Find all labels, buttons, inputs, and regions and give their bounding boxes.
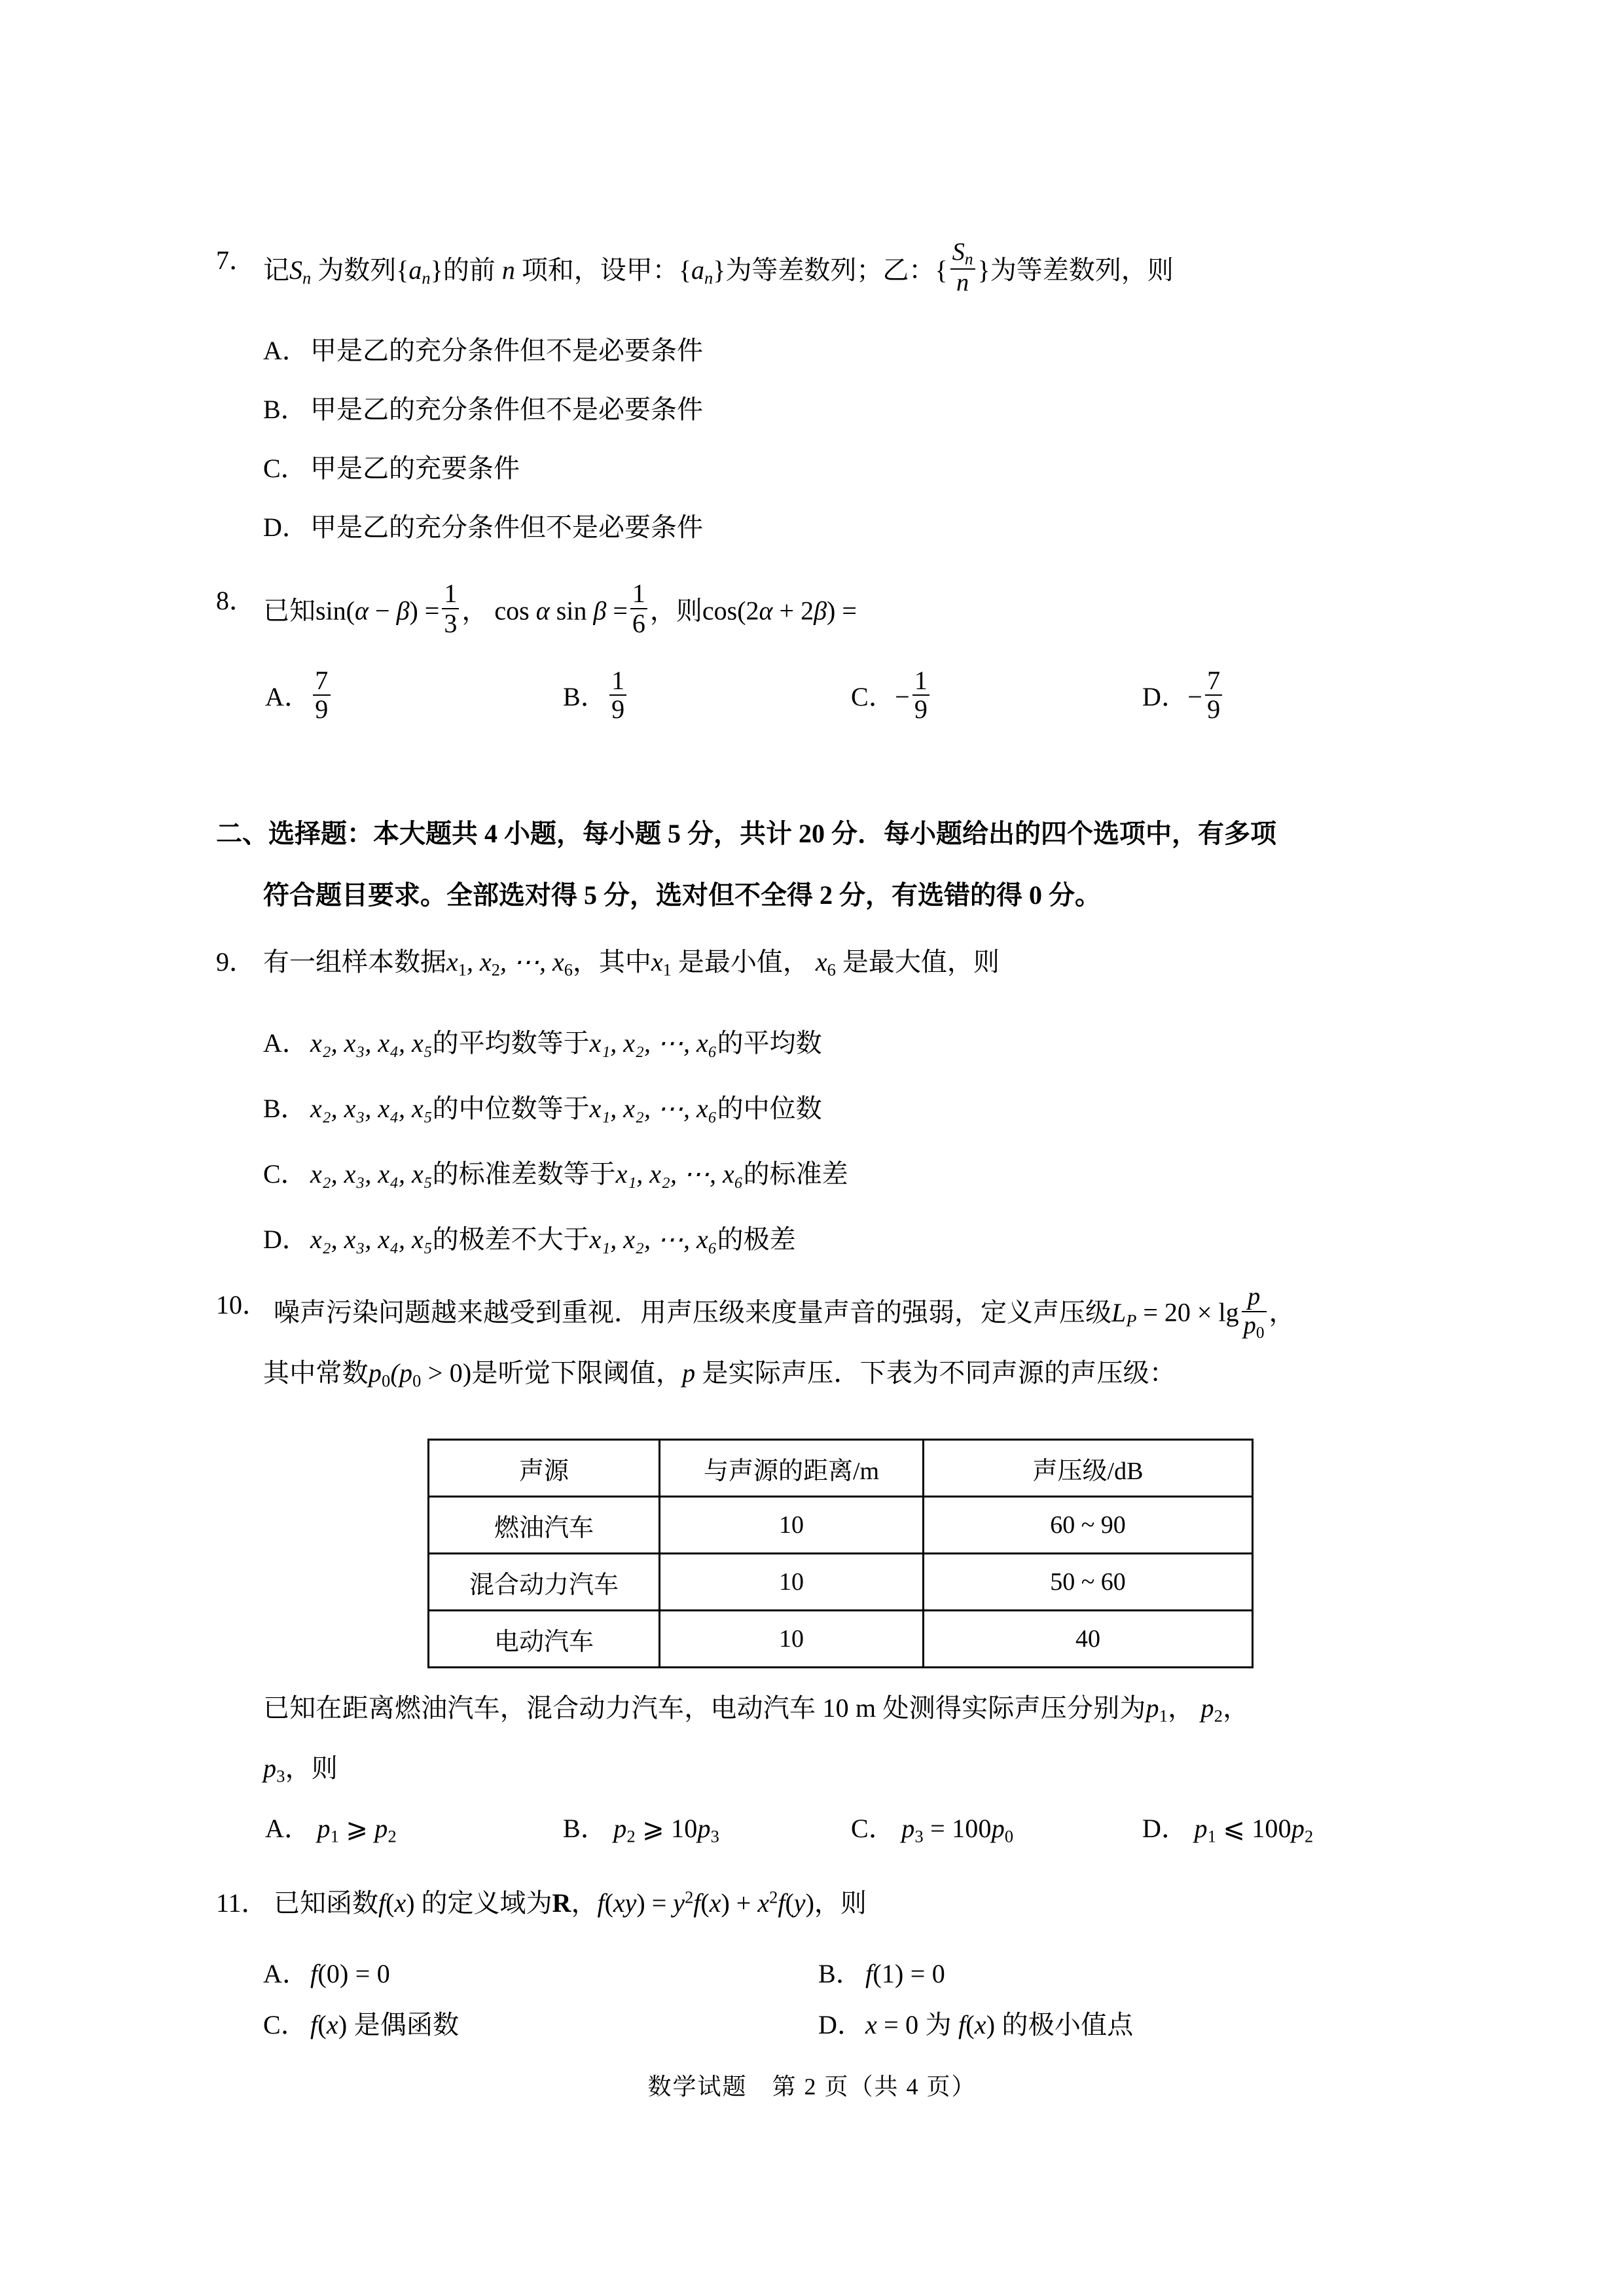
question-8-option-a-frac: $\frac{7}{9}$	[313, 668, 330, 723]
q10-p1: $p_1$	[1146, 1693, 1168, 1726]
question-7-option-a-text: 甲是乙的充分条件但不是必要条件	[310, 336, 703, 365]
table-cell-level-3: 40	[924, 1611, 1253, 1668]
q10-p: p	[682, 1358, 696, 1388]
q7-sn-over-n: $\frac{S_n}{n}$	[950, 240, 975, 296]
question-10-option-a-label: A．	[265, 1814, 311, 1843]
question-10	[216, 1284, 1440, 1341]
question-7-option-b[interactable]	[263, 389, 1428, 426]
question-8-option-b[interactable]	[563, 668, 629, 723]
question-10-option-b-label: B．	[563, 1814, 607, 1843]
q9d-full: x₁, x₂, ⋯, x₆	[589, 1225, 717, 1254]
question-9-option-a-label: A．	[263, 1028, 308, 1058]
q10-text-1: 噪声污染问题越来越受到重视．用声压级来度量声音的强弱，定义声压级	[274, 1297, 1111, 1327]
q11d-math: x = 0	[865, 2010, 919, 2039]
question-7-number: 7．	[216, 245, 255, 275]
question-9-option-a[interactable]	[263, 1022, 1428, 1060]
section-2-header-line-1: 二、选择题：本大题共 4 小题，每小题 5 分，共计 20 分．每小题给出的四个选项中，有多项	[216, 819, 1276, 848]
question-9-option-d-label: D．	[263, 1225, 308, 1254]
q11-a: 已知函数	[274, 1888, 378, 1918]
question-7-stem	[216, 240, 1427, 296]
q9-lead: 有一组样本数据	[263, 947, 446, 977]
q11-equation: $f(xy) = y^2f(x) + x^2f(y)$	[597, 1887, 814, 1918]
question-7-option-b-text: 甲是乙的充分条件但不是必要条件	[310, 395, 703, 424]
q7-text-3: 的前	[442, 255, 496, 285]
q10d-rhs: $p_2$	[1291, 1814, 1314, 1846]
question-8-number: 8．	[216, 586, 255, 615]
q11-fx: f	[378, 1888, 386, 1918]
q10-p0-expr: $p_0(p_0 > 0)$	[368, 1358, 472, 1391]
question-8-stem-text: 已知sin(α − β) = $\frac{1}{3}$ ， cos α sin β = $\frac{1}{6}$ ，则cos(2α + 2β) =	[263, 579, 857, 638]
q10c-lhs: $p_3$	[901, 1814, 924, 1846]
q11-then: ，则	[814, 1888, 867, 1918]
q11d-fx: f(x)	[958, 2010, 996, 2039]
table-row	[429, 1554, 1253, 1611]
q10-lp: $L_P$	[1111, 1297, 1137, 1330]
q9a-rel: 的平均数等于	[432, 1028, 590, 1058]
table-cell-source-3: 电动汽车	[429, 1611, 660, 1668]
question-8-option-a-label: A．	[265, 681, 311, 711]
question-7-option-d[interactable]	[263, 507, 1428, 544]
q9c-full: x₁, x₂, ⋯, x₆	[615, 1159, 744, 1189]
question-10-after-table-line-1	[263, 1695, 1435, 1725]
q11c-math: f(x)	[310, 2010, 348, 2039]
q10c-rhs: $p_0$	[991, 1814, 1014, 1846]
q10-after-1: 已知在距离燃油汽车，混合动力汽车，电动汽车 10 m 处测得实际声压分别为	[263, 1693, 1146, 1723]
table-header-source: 声源	[429, 1440, 660, 1497]
q10b-rhs: $p_3$	[697, 1814, 720, 1846]
q9-min: 是最小值，	[677, 947, 809, 977]
q7-an-1: $a_n$	[408, 255, 431, 288]
q10-comma: ，	[1269, 1297, 1295, 1327]
q10b-lhs: $p_2$	[613, 1814, 636, 1846]
q10d-coef: 100	[1252, 1814, 1291, 1843]
question-10-option-d[interactable]	[1142, 1816, 1313, 1845]
question-11-option-b[interactable]	[818, 1961, 945, 1987]
q7-sn: $S_n$	[289, 255, 312, 288]
q9-x1: $x_1$	[651, 947, 672, 980]
q9-x6: $x_6$	[815, 947, 836, 980]
question-7-stem-text: 记$S_n$ 为数列$\{a_n\}$的前 n 项和，设甲：$\{a_n\}$为等差数列；乙：{ $\frac{S_n}{n}$ }为等差数列，则	[263, 238, 1174, 297]
question-7-option-a[interactable]	[263, 330, 1428, 367]
q10a-rhs: $p_2$	[374, 1814, 397, 1846]
question-9	[216, 941, 1427, 980]
question-11-option-a-label: A．	[263, 1959, 309, 1988]
q7-text-4: 项和，设甲：	[521, 255, 679, 285]
question-8-option-a[interactable]	[265, 668, 333, 723]
question-8	[216, 580, 1427, 637]
question-10-option-a[interactable]	[265, 1816, 397, 1845]
q10a-lhs: $p_1$	[317, 1814, 340, 1846]
q11-b: 的定义域为	[421, 1888, 552, 1918]
question-11-option-c[interactable]	[263, 2012, 459, 2038]
q11a-math: f(0) = 0	[310, 1959, 390, 1988]
question-11-number: 11．	[216, 1888, 268, 1918]
question-8-option-c-sign: −	[895, 681, 910, 711]
table-header-level: 声压级/dB	[924, 1440, 1253, 1497]
question-11-option-d[interactable]: D．x = 0 为 f(x) 的极小值点	[818, 2010, 1134, 2039]
sound-pressure-table	[427, 1439, 1254, 1668]
q7-text-1: 记	[263, 255, 289, 285]
question-8-option-d-sign: −	[1187, 681, 1203, 711]
question-11-option-d-label: D．	[818, 2010, 864, 2039]
question-10-stem-line-1	[216, 1284, 1440, 1341]
q9a-full: x₁, x₂, ⋯, x₆	[589, 1028, 717, 1058]
table-cell-source-2: 混合动力汽车	[429, 1554, 660, 1611]
q11-R: R	[552, 1888, 571, 1918]
q10-p2: $p_2$	[1200, 1693, 1223, 1726]
q10-l2-a: 其中常数	[263, 1358, 369, 1388]
section-2-header-line-2: 符合题目要求。全部选对得 5 分，选对但不全得 2 分，有选错的得 0 分。	[263, 880, 1101, 910]
q10-eq: = 20 ×	[1143, 1297, 1212, 1327]
q9a-set: x₂, x₃, x₄, x₅	[310, 1028, 433, 1058]
table-cell-distance-3: 10	[660, 1611, 924, 1668]
question-9-option-b-label: B．	[263, 1094, 307, 1123]
question-10-option-b[interactable]	[563, 1816, 719, 1845]
q10-l2-b: 是听觉下限阈值，	[471, 1358, 683, 1388]
table-header-distance: 与声源的距离/m	[660, 1440, 924, 1497]
q10b-op: ⩾	[642, 1814, 664, 1843]
q7-n: n	[501, 255, 515, 285]
q10c-op: =	[930, 1814, 945, 1843]
question-10-stem-line-2	[263, 1360, 1435, 1390]
question-9-stem	[216, 941, 1427, 980]
question-9-option-c-label: C．	[263, 1159, 307, 1189]
q7-text-2: 为数列	[317, 255, 397, 285]
question-7	[216, 240, 1427, 296]
question-8-option-c-frac: $\frac{1}{9}$	[912, 668, 929, 723]
q9c-rel: 的标准差数等于	[432, 1159, 616, 1189]
q10c-coef: 100	[952, 1814, 992, 1843]
q8-frac-2: $\frac{1}{6}$	[630, 580, 647, 637]
q9b-rel: 的中位数等于	[432, 1094, 590, 1123]
q9d-rel: 的极差不大于	[432, 1225, 590, 1254]
question-11-option-b-label: B．	[818, 1959, 863, 1988]
q9-max: 是最大值，则	[842, 947, 1000, 977]
q10-l2-c: 是实际声压．下表为不同声源的声压级：	[702, 1358, 1176, 1388]
q11c-text: 是偶函数	[353, 2010, 460, 2039]
table-cell-distance-2: 10	[660, 1554, 924, 1611]
q10-p3: $p_3$	[263, 1753, 285, 1786]
question-10-number: 10．	[216, 1290, 268, 1319]
q9d-tail: 的极差	[717, 1225, 796, 1254]
q9b-tail: 的中位数	[717, 1094, 822, 1123]
table-cell-level-1: 60 ~ 90	[924, 1497, 1253, 1554]
question-9-stem-text	[263, 941, 1427, 980]
table-cell-level-2: 50 ~ 60	[924, 1554, 1253, 1611]
question-10-option-c[interactable]	[851, 1816, 1013, 1845]
question-9-number: 9．	[216, 947, 255, 977]
question-11-option-c-label: C．	[263, 2010, 308, 2039]
table-header-row	[429, 1440, 1253, 1497]
table-cell-source-1: 燃油汽车	[429, 1497, 660, 1554]
question-7-option-d-text: 甲是乙的充分条件但不是必要条件	[310, 512, 703, 542]
q9a-tail: 的平均数	[717, 1028, 822, 1058]
question-10-after-table-line-2	[263, 1755, 338, 1785]
q8-then: 则	[676, 596, 702, 626]
q9c-tail: 的标准差	[743, 1159, 848, 1189]
q9-sample-list: $x_1$, $x_2$, ⋯, $x_6$	[446, 947, 573, 980]
question-8-option-c-label: C．	[851, 681, 895, 711]
q10b-coef: 10	[671, 1814, 698, 1843]
question-7-option-c-text: 甲是乙的充要条件	[310, 454, 520, 483]
q10-after-trail: ，	[1223, 1693, 1250, 1723]
question-8-option-d-frac: $\frac{7}{9}$	[1205, 668, 1222, 723]
q8-expr-3: cos(2α + 2β) =	[702, 596, 857, 626]
q10d-lhs: $p_1$	[1194, 1814, 1217, 1846]
q8-lead: 已知	[263, 596, 316, 626]
question-10-option-c-label: C．	[851, 1814, 895, 1843]
question-7-option-c-label: C．	[263, 454, 307, 483]
q9b-set: x₂, x₃, x₄, x₅	[310, 1094, 433, 1123]
question-8-stem	[216, 580, 1427, 637]
table-row	[429, 1497, 1253, 1554]
page-footer: 数学试题 第 2 页（共 4 页）	[647, 2073, 977, 2100]
question-9-option-d[interactable]	[263, 1219, 1428, 1256]
q10a-op: ⩾	[346, 1814, 369, 1843]
question-7-option-b-label: B．	[263, 395, 307, 424]
question-7-option-c[interactable]	[263, 448, 1428, 485]
q11b-math: f(1) = 0	[865, 1959, 945, 1988]
q7-text-6: 为等差数列，则	[990, 255, 1174, 285]
q7-text-5: 为等差数列；乙：	[725, 255, 935, 285]
question-11-stem	[216, 1882, 1440, 1920]
q11-comma: ，	[571, 1888, 598, 1918]
question-8-option-d-label: D．	[1142, 681, 1188, 711]
q10-after-sep: ，	[1168, 1693, 1195, 1723]
question-8-option-c[interactable]	[851, 668, 932, 723]
question-11	[216, 1882, 1440, 1920]
question-9-option-c[interactable]	[263, 1153, 1428, 1191]
table-cell-distance-1: 10	[660, 1497, 924, 1554]
q10-lg: lg	[1218, 1297, 1239, 1327]
question-8-option-b-label: B．	[563, 681, 607, 711]
table-row	[429, 1611, 1253, 1668]
q8-expr-2: cos α sin β =	[494, 596, 628, 626]
q9d-set: x₂, x₃, x₄, x₅	[310, 1225, 433, 1254]
q9c-set: x₂, x₃, x₄, x₅	[310, 1159, 433, 1189]
question-10-stem-text-1	[274, 1284, 1440, 1341]
q10d-op: ⩽	[1223, 1814, 1246, 1843]
q9b-full: x₁, x₂, ⋯, x₆	[589, 1094, 717, 1123]
q10-frac-p-p0: $\frac{p}{p_0}$	[1242, 1284, 1267, 1341]
question-9-option-b[interactable]	[263, 1088, 1428, 1125]
q9-mid: ，其中	[572, 947, 651, 977]
q8-frac-1: $\frac{1}{3}$	[442, 580, 459, 637]
question-8-option-b-frac: $\frac{1}{9}$	[609, 668, 626, 723]
question-7-option-a-label: A．	[263, 336, 308, 365]
question-7-option-d-label: D．	[263, 512, 308, 542]
question-11-stem-text: 已知函数f(x) 的定义域为R，$f(xy) = y^2f(x) + x^2f(y)$，则	[274, 1887, 867, 1918]
question-8-option-d[interactable]	[1142, 668, 1225, 723]
q7-an-2: $a_n$	[691, 255, 713, 288]
question-11-option-a[interactable]	[263, 1961, 390, 1987]
q10-after-then: ，则	[285, 1753, 338, 1783]
q8-expr-1: sin(α − β) =	[316, 596, 440, 626]
question-10-option-d-label: D．	[1142, 1814, 1188, 1843]
